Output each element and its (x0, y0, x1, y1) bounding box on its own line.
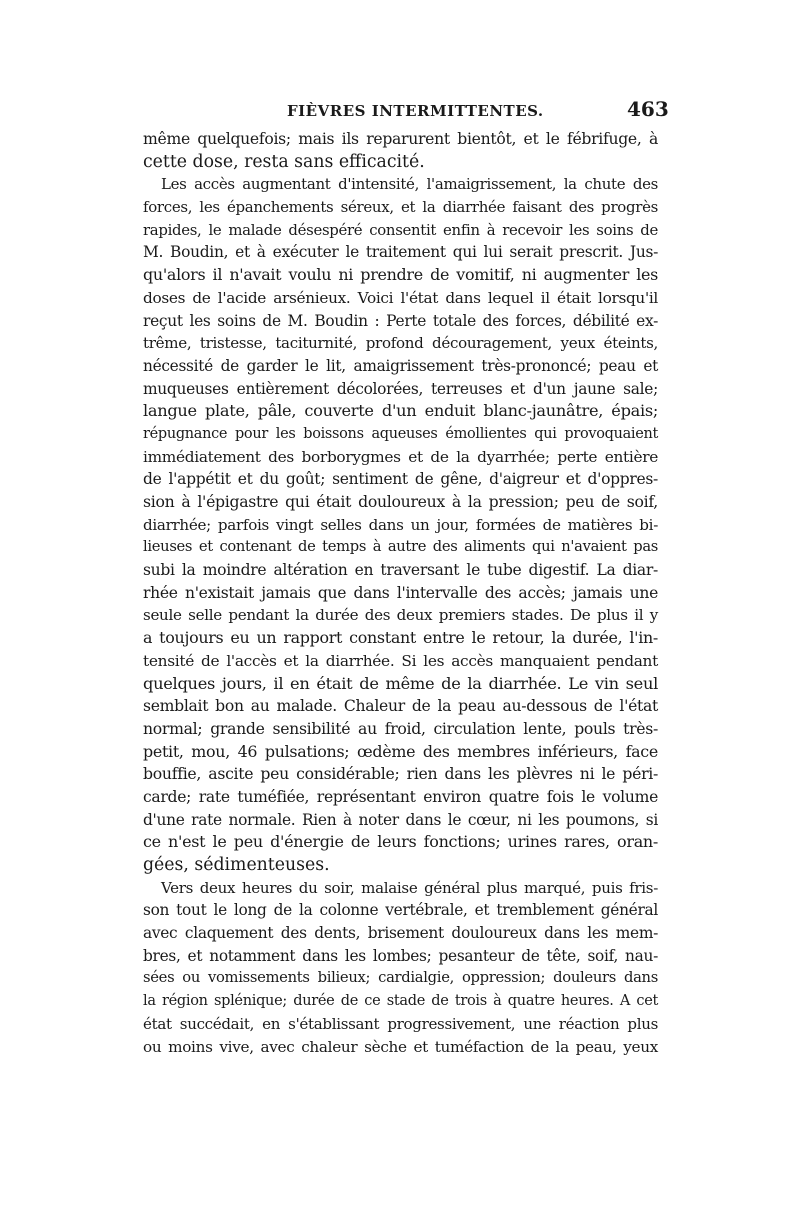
text-line: qu'alors il n'avait voulu ni prendre de vomitif, ni augmenter les (143, 265, 658, 285)
text-line: quelques jours, il en était de même de la diarrhée. Le vin seul (143, 673, 658, 693)
text-line: seule selle pendant la durée des deux premiers stades. De plus il y (143, 606, 658, 625)
text-line: nécessité de garder le lit, amaigrissement très-prononcé; peau et (143, 356, 658, 375)
text-line: sées ou vomissements bilieux; cardialgie, oppression; douleurs dans (143, 969, 658, 987)
text-line: muqueuses entièrement décolorées, terreuses et d'un jaune sale; (143, 379, 658, 398)
text-line: carde; rate tuméfiée, représentant environ quatre fois le volume (143, 787, 658, 806)
running-title: FIÈVRES INTERMITTENTES. (287, 102, 544, 120)
text-line: tensité de l'accès et la diarrhée. Si les accès manquaient pendant (143, 651, 658, 670)
text-line: Les accès augmentant d'intensité, l'amaigrissement, la chute des (161, 175, 658, 194)
text-line: subi la moindre altération en traversant le tube digestif. La diar- (143, 561, 658, 580)
text-line: de l'appétit et du goût; sentiment de gêne, d'aigreur et d'oppres- (143, 470, 658, 489)
text-line: la région splénique; durée de ce stade de trois à quatre heures. A cet (143, 993, 658, 1010)
text-line: M. Boudin, et à exécuter le traitement qui lui serait prescrit. Jus- (143, 243, 658, 262)
text-line: état succédait, en s'établissant progressivement, une réaction plus (143, 1014, 658, 1033)
text-line: d'une rate normale. Rien à noter dans le cœur, ni les poumons, si (143, 810, 658, 829)
text-line: immédiatement des borborygmes et de la dyarrhée; perte entière (143, 447, 658, 466)
text-line: semblait bon au malade. Chaleur de la peau au-dessous de l'état (143, 697, 658, 716)
text-line: petit, mou, 46 pulsations; œdème des membres inférieurs, face (143, 741, 658, 761)
text-line: bouffie, ascite peu considérable; rien dans les plèvres ni le péri- (143, 764, 658, 784)
text-line: diarrhée; parfois vingt selles dans un jour, formées de matières bi- (143, 515, 658, 534)
text-line: rhée n'existait jamais que dans l'intervalle des accès; jamais une (143, 583, 658, 602)
text-line: trême, tristesse, taciturnité, profond découragement, yeux éteints, (143, 334, 658, 353)
text-line: forces, les épanchements séreux, et la diarrhée faisant des progrès (143, 198, 658, 217)
text-line: Vers deux heures du soir, malaise général plus marqué, puis fris- (161, 878, 658, 897)
text-line: doses de l'acide arsénieux. Voici l'état dans lequel il était lorsqu'il (143, 288, 658, 307)
text-line: lieuses et contenant de temps à autre des aliments qui n'avaient pas (143, 538, 658, 556)
text-line: ou moins vive, avec chaleur sèche et tuméfaction de la peau, yeux (143, 1037, 658, 1056)
text-line: même quelquefois; mais ils reparurent bientôt, et le fébrifuge, à (143, 129, 658, 148)
text-line: a toujours eu un rapport constant entre le retour, la durée, l'in- (143, 628, 658, 648)
text-line: langue plate, pâle, couverte d'un enduit blanc-jaunâtre, épais; (143, 401, 658, 421)
text-line: son tout le long de la colonne vertébrale, et tremblement général (143, 901, 658, 920)
text-line: gées, sédimenteuses. (143, 855, 330, 875)
text-line: reçut les soins de M. Boudin : Perte totale des forces, débilité ex- (143, 311, 658, 330)
text-line: sion à l'épigastre qui était douloureux à la pression; peu de soif, (143, 492, 658, 511)
text-line: normal; grande sensibilité au froid, circulation lente, pouls très- (143, 718, 658, 738)
text-line: répugnance pour les boissons aqueuses émollientes qui provoquaient (143, 425, 658, 442)
text-line: rapides, le malade désespéré consentit enfin à recevoir les soins de (143, 220, 658, 239)
text-line: cette dose, resta sans efficacité. (143, 151, 425, 172)
body-text (143, 128, 658, 1058)
text-line: bres, et notamment dans les lombes; pesanteur de tête, soif, nau- (143, 946, 658, 965)
text-line: avec claquement des dents, brisement douloureux dans les mem- (143, 924, 658, 943)
text-line: ce n'est le peu d'énergie de leurs fonctions; urines rares, oran- (143, 832, 658, 852)
page-number: 463 (627, 97, 669, 121)
